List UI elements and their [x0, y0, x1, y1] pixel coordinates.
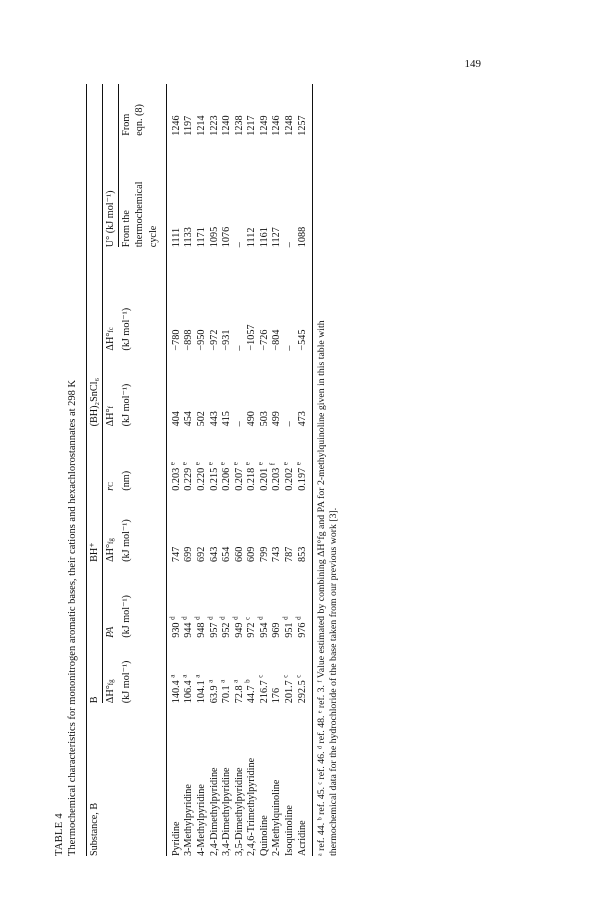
cell-u-eqn: 1240 [221, 115, 233, 136]
footnote-marker: d [294, 616, 303, 620]
cell-pa: 949 $^d$ [231, 616, 245, 638]
header-rc: rC [104, 482, 116, 491]
cell-dhfg-b: 72.8 $^a$ [231, 679, 245, 704]
cell-substance: 4-Methylpyridine [195, 784, 207, 856]
footnote-marker: f [269, 462, 278, 466]
footnote-marker: d [180, 616, 189, 620]
footnote-marker: c [256, 674, 265, 678]
cell-u-cycle: – [233, 242, 245, 248]
cell-dhfc: – [233, 345, 245, 351]
cell-dhfg-bh: 660 [233, 546, 245, 562]
cell-dhfg-bh: 853 [296, 546, 308, 562]
cell-pa: 944 $^d$ [180, 616, 195, 638]
header-dhf-unit: (kJ mol⁻¹) [120, 383, 132, 427]
header-dhfc: ΔH°fc [104, 327, 116, 351]
cell-substance: 3,4-Dimethylpyridine [221, 767, 233, 856]
footnote-marker: e [168, 462, 177, 466]
cell-u-cycle: 1127 [271, 227, 283, 248]
header-u-cycle-1: From the [120, 210, 132, 248]
cell-pa: 976 $^d$ [294, 616, 308, 638]
cell-substance: Pyridine [170, 821, 182, 856]
cell-pa: 954 $^d$ [256, 616, 270, 638]
cell-dhf: 415 [221, 411, 233, 427]
header-u-cycle-3: cycle [148, 225, 159, 248]
cell-substance: 3,5-Dimethylpyridine [233, 767, 245, 856]
header-pa: PA [104, 626, 116, 638]
cell-dhf: 499 [271, 411, 283, 427]
footnote-line-1: ᵃ ref. 44. ᵇ ref. 45. ᶜ ref. 46. ᵈ ref. 48. ᵉ ref. 3. ᶠ Value estimated by combining ΔH°fg and PA for 2-methylquinoline given in this table with [316, 320, 328, 856]
footnote-marker: e [218, 462, 227, 466]
cell-rc: 0.201 $^e$ [256, 462, 270, 491]
cell-u-cycle: 1161 [258, 227, 270, 248]
footnote-marker: a [218, 679, 227, 683]
cell-dhfc: −726 [258, 329, 270, 351]
cell-rc: 0.215 $^e$ [206, 462, 220, 491]
cell-pa: 948 $^d$ [193, 616, 207, 638]
cell-substance: 2,4,6-Trimethylpyridine [246, 757, 258, 856]
cell-pa: 951 $^d$ [281, 616, 296, 638]
cell-u-cycle: 1133 [183, 227, 195, 248]
footnote-marker: d [206, 616, 215, 620]
cell-substance: 3-Methylpyridine [183, 784, 195, 856]
footnote-line-2: thermochemical data for the hydrochloride of the base taken from our previous work [3]. [328, 507, 340, 856]
cell-dhf: 502 [195, 411, 207, 427]
cell-dhf: 473 [296, 411, 308, 427]
cell-dhfg-b: 104.1 $^a$ [193, 674, 207, 704]
footnote-marker: a [180, 674, 189, 678]
table-row [297, 84, 310, 856]
footnote-marker: d [193, 616, 202, 620]
cell-rc: 0.207 $^e$ [231, 462, 245, 491]
cell-rc: 0.203 $^f$ [269, 462, 283, 491]
cell-u-eqn: 1246 [170, 115, 182, 136]
cell-dhf: 443 [208, 411, 220, 427]
header-u-eqn-2: eqn. (8) [134, 104, 146, 136]
header-u-eqn-1: From [120, 113, 132, 136]
cell-dhfc: – [284, 345, 296, 351]
cell-dhfg-b: 63.9 $^a$ [206, 679, 220, 704]
cell-dhfg-bh: 787 [284, 546, 296, 562]
cell-dhfc: −972 [208, 329, 220, 351]
cell-pa: 969 [271, 622, 283, 638]
cell-dhfc: −780 [170, 329, 182, 351]
footnote-marker: c [281, 674, 290, 678]
cell-dhf: 454 [183, 411, 195, 427]
cell-dhf: 404 [170, 411, 182, 427]
table-caption: Thermochemical characteristics for mononitrogen aromatic bases, their cations and hexachlorostannates at 298 K [67, 379, 79, 856]
cell-pa: 952 $^d$ [218, 616, 233, 638]
cell-rc: 0.202 $^e$ [281, 462, 296, 491]
footnote-marker: d [218, 616, 227, 620]
footnote-marker: d [281, 616, 290, 620]
header-dhfc-unit: (kJ mol⁻¹) [120, 307, 132, 351]
table-row [284, 84, 297, 856]
table-row [246, 84, 259, 856]
footnote-marker: e [294, 462, 303, 466]
cell-substance: Acridine [296, 820, 308, 856]
cell-dhfg-b: 140.4 $^a$ [168, 674, 182, 704]
footnote-marker: e [256, 462, 265, 466]
cell-u-cycle: 1111 [170, 227, 182, 248]
cell-pa: 972 $^c$ [243, 616, 258, 638]
cell-pa: 957 $^d$ [206, 616, 220, 638]
header-dhfg-b-unit: (kJ mol⁻¹) [120, 660, 132, 704]
cell-substance: 2-Methylquinoline [271, 779, 283, 856]
cell-dhfc: −804 [271, 329, 283, 351]
cell-u-eqn: 1197 [183, 115, 195, 136]
footnote-marker: a [206, 679, 215, 683]
cell-dhfg-bh: 654 [221, 546, 233, 562]
cell-u-cycle: 1112 [246, 227, 258, 248]
footnote-marker: e [193, 462, 202, 466]
header-dhfg-bh-unit: (kJ mol⁻¹) [120, 519, 132, 562]
cell-dhfc: −931 [221, 329, 233, 351]
cell-substance: 2,4-Dimethylpyridine [208, 767, 220, 856]
header-group-bh: BH⁺ [89, 426, 103, 562]
cell-substance: Isoquinoline [284, 805, 296, 856]
table-label: TABLE 4 [54, 813, 65, 856]
footnote-marker: b [243, 679, 252, 683]
cell-u-eqn: 1214 [195, 115, 207, 136]
footnote-marker: a [168, 674, 177, 678]
footnote-marker: a [231, 679, 240, 683]
table-row [271, 84, 284, 856]
cell-u-cycle: 1088 [296, 226, 308, 248]
footnote-marker: c [294, 674, 303, 678]
table-row [196, 84, 209, 856]
cell-substance: Quinoline [258, 815, 270, 856]
table-row [221, 84, 234, 856]
cell-dhfg-b: 70.1 $^a$ [218, 679, 233, 704]
header-pa-unit: (kJ mol⁻¹) [120, 595, 132, 638]
cell-u-cycle: 1076 [221, 226, 233, 248]
table-row [183, 84, 196, 856]
cell-u-cycle: – [284, 242, 296, 248]
cell-dhfg-b: 106.4 $^a$ [180, 674, 195, 704]
cell-dhfg-bh: 743 [271, 546, 283, 562]
cell-rc: 0.229 $^e$ [180, 462, 195, 491]
cell-dhf: 503 [258, 411, 270, 427]
cell-dhfg-b: 176 [271, 687, 283, 704]
header-rc-unit: (nm) [120, 470, 132, 491]
cell-dhfg-b: 216.7 $^c$ [256, 674, 270, 704]
footnote-marker: d [256, 616, 265, 620]
cell-u-eqn: 1223 [208, 115, 220, 136]
cell-dhfc: −950 [195, 329, 207, 351]
header-dhfg-bh: ΔH°fg [104, 538, 116, 562]
footnote-marker: a [193, 674, 202, 678]
header-dhf: ΔH°f [104, 406, 116, 427]
footnote-marker: e [281, 462, 290, 466]
page-number: 149 [464, 58, 481, 70]
header-dhfg-b: ΔH°fg [104, 679, 116, 704]
header-group-salt: (BH)₂SnCl₆ [89, 84, 103, 426]
cell-dhfg-b: 201.7 $^c$ [281, 674, 296, 704]
cell-dhfc: −545 [296, 329, 308, 351]
cell-u-eqn: 1248 [284, 115, 296, 136]
cell-u-eqn: 1217 [246, 115, 258, 136]
header-u-cycle-2: thermochemical [134, 181, 146, 248]
cell-u-eqn: 1249 [258, 115, 270, 136]
footnote [316, 84, 340, 856]
cell-dhfg-bh: 747 [170, 546, 182, 562]
table-row [259, 84, 272, 856]
cell-dhf: 490 [246, 411, 258, 427]
cell-u-eqn: 1257 [296, 115, 308, 136]
header-substance: Substance, B [89, 802, 101, 856]
header-group-b: B [89, 562, 103, 703]
header-u: U° (kJ mol⁻¹) [105, 84, 119, 247]
table-row [209, 84, 222, 856]
cell-dhfg-bh: 799 [258, 546, 270, 562]
cell-dhfc: −898 [183, 329, 195, 351]
cell-u-cycle: 1171 [195, 227, 207, 248]
cell-dhf: – [284, 421, 296, 427]
cell-rc: 0.218 $^e$ [243, 462, 258, 491]
cell-pa: 930 $^d$ [168, 616, 182, 638]
cell-u-cycle: 1095 [208, 226, 220, 248]
cell-dhfg-b: 44.7 $^b$ [243, 679, 258, 704]
footnote-marker: d [168, 616, 177, 620]
cell-dhfc: −1057 [246, 324, 258, 351]
table-row [234, 84, 247, 856]
rotated-table-block [54, 84, 341, 856]
cell-dhfg-bh: 643 [208, 546, 220, 562]
footnote-marker: e [243, 462, 252, 466]
bottom-rule [312, 84, 313, 856]
footnote-marker: e [206, 462, 215, 466]
cell-dhfg-b: 292.5 $^c$ [294, 674, 308, 704]
footnote-marker: e [231, 462, 240, 466]
cell-rc: 0.203 $^e$ [168, 462, 182, 491]
cell-dhf: – [233, 421, 245, 427]
cell-u-eqn: 1238 [233, 115, 245, 136]
cell-rc: 0.197 $^e$ [294, 462, 308, 491]
cell-u-eqn: 1246 [271, 115, 283, 136]
cell-dhfg-bh: 692 [195, 546, 207, 562]
data-table-body [167, 84, 310, 856]
cell-dhfg-bh: 609 [246, 546, 258, 562]
data-table [87, 84, 166, 856]
footnote-marker: e [180, 462, 189, 466]
footnote-marker: c [243, 616, 252, 620]
cell-rc: 0.220 $^e$ [193, 462, 207, 491]
table-row [171, 84, 184, 856]
cell-rc: 0.206 $^e$ [218, 462, 233, 491]
cell-dhfg-bh: 699 [183, 546, 195, 562]
footnote-marker: d [231, 616, 240, 620]
